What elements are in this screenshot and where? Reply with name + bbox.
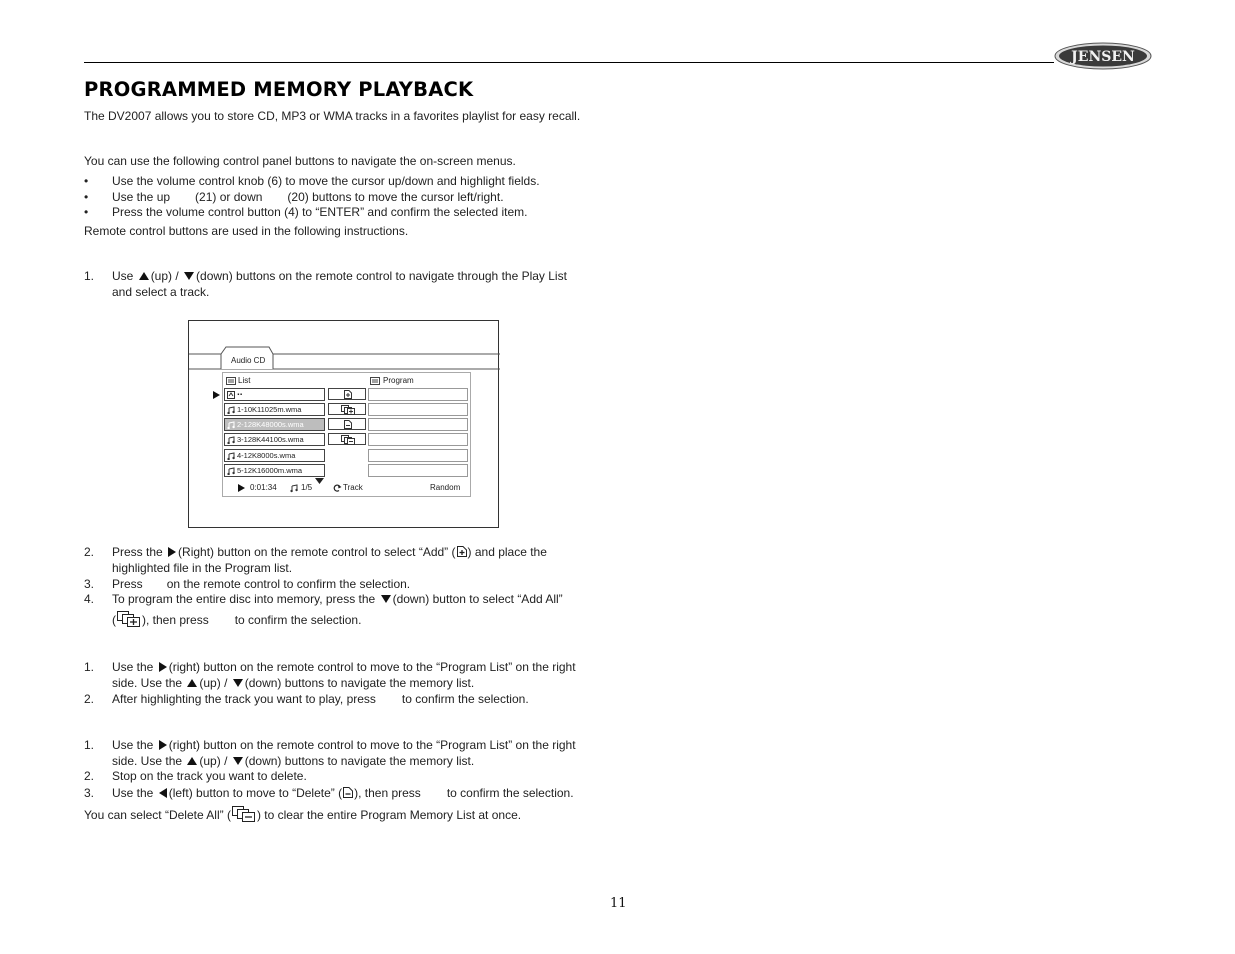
jensen-logo (1054, 42, 1152, 70)
nav-bullet-3: Press the volume control button (4) to “ENTER” and confirm the selected item. (112, 205, 528, 219)
list-item[interactable]: .. (224, 388, 325, 401)
play-step-1-cont: side. Use the (up) / (down) buttons to navigate the memory list. (112, 676, 475, 690)
step-number: 2. (84, 692, 95, 706)
delete-all-icon (232, 806, 256, 822)
play-step-2: After highlighting the track you want to play, press to confirm the selection. (112, 692, 529, 706)
delete-file-icon (344, 420, 352, 429)
step-number: 1. (84, 738, 95, 752)
scroll-down-icon[interactable] (315, 478, 324, 484)
delete-file-icon (343, 787, 353, 798)
page-number: 11 (610, 896, 627, 911)
repeat-icon (333, 484, 342, 492)
step-number: 4. (84, 592, 95, 606)
add-file-icon (344, 390, 352, 399)
music-note-icon (227, 421, 235, 429)
up-arrow-icon (187, 679, 197, 687)
add-step-1: Use (up) / (down) buttons on the remote control to navigate through the Play List (112, 269, 567, 283)
step-number: 3. (84, 577, 95, 591)
play-icon (238, 484, 245, 492)
list-item[interactable]: 5-12K16000m.wma (224, 464, 325, 477)
cursor-arrow-icon (213, 391, 220, 399)
delete-step-2: Stop on the track you want to delete. (112, 769, 307, 783)
add-step-1-cont: and select a track. (112, 285, 210, 299)
step-number: 1. (84, 660, 95, 674)
folder-up-icon (227, 391, 235, 399)
folder-icon (226, 377, 236, 385)
music-note-icon (227, 467, 235, 475)
add-step-4-cont: ( ), then press to confirm the selection. (112, 610, 361, 631)
program-slot[interactable] (368, 433, 468, 446)
add-step-2: Press the (Right) button on the remote control to select “Add” ( ) and place the (112, 545, 547, 559)
nav-bullet-1: Use the volume control knob (6) to move the cursor up/down and highlight fields. (112, 174, 540, 188)
delete-step-3: Use the (left) button to move to “Delete” ( ), then press to confirm the selection. (112, 786, 574, 800)
add-step-2-cont: highlighted file in the Program list. (112, 561, 293, 575)
add-step-4: To program the entire disc into memory, press the (down) button to select “Add All” (112, 592, 563, 606)
list-item[interactable]: 3-128K44100s.wma (224, 433, 325, 446)
page-title: PROGRAMMED MEMORY PLAYBACK (84, 78, 474, 101)
right-arrow-icon (168, 547, 176, 557)
remote-note: Remote control buttons are used in the following instructions. (84, 224, 409, 238)
intro-text: The DV2007 allows you to store CD, MP3 or WMA tracks in a favorites playlist for easy recall. (84, 109, 581, 123)
down-arrow-icon (233, 679, 243, 687)
track-count: 1/5 (301, 483, 313, 492)
step-number: 2. (84, 545, 95, 559)
step-number: 1. (84, 269, 95, 283)
left-arrow-icon (159, 788, 167, 798)
list-item[interactable]: 4-12K8000s.wma (224, 449, 325, 462)
random-mode[interactable]: Random (430, 483, 461, 492)
on-screen-menu-figure (188, 320, 499, 528)
header-rule (84, 62, 1054, 63)
folder-icon (370, 377, 380, 385)
program-slot[interactable] (368, 464, 468, 477)
right-arrow-icon (159, 662, 167, 672)
delete-all-icon (341, 435, 355, 445)
program-slot[interactable] (368, 449, 468, 462)
down-arrow-icon (184, 272, 194, 280)
music-note-icon (227, 406, 235, 414)
nav-bullet-2: Use the up (21) or down (20) buttons to move the cursor left/right. (112, 190, 504, 204)
music-note-icon (227, 452, 235, 460)
program-slot[interactable] (368, 388, 468, 401)
step-number: 2. (84, 769, 95, 783)
up-arrow-icon (187, 757, 197, 765)
add-all-button[interactable] (328, 403, 366, 415)
program-slot[interactable] (368, 403, 468, 416)
delete-all-button[interactable] (328, 433, 366, 445)
list-item[interactable]: 1-10K11025m.wma (224, 403, 325, 416)
down-arrow-icon (381, 595, 391, 603)
elapsed-time: 0:01:34 (250, 483, 277, 492)
program-slot[interactable] (368, 418, 468, 431)
up-arrow-icon (139, 272, 149, 280)
delete-button[interactable] (328, 418, 366, 430)
nav-intro: You can use the following control panel buttons to navigate the on-screen menus. (84, 154, 516, 168)
add-all-icon (117, 611, 141, 627)
add-button[interactable] (328, 388, 366, 400)
program-header: Program (383, 376, 414, 385)
delete-all-note: You can select “Delete All” ( ) to clear the entire Program Memory List at once. (84, 805, 521, 826)
bullet: • (84, 190, 89, 204)
add-file-icon (457, 546, 467, 557)
list-header: List (238, 376, 251, 385)
bullet: • (84, 174, 89, 188)
right-arrow-icon (159, 740, 167, 750)
music-note-icon (227, 436, 235, 444)
music-note-icon (290, 484, 299, 493)
bullet: • (84, 205, 89, 219)
play-step-1: Use the (right) button on the remote control to move to the “Program List” on the right (112, 660, 576, 674)
step-number: 3. (84, 786, 95, 800)
delete-step-1-cont: side. Use the (up) / (down) buttons to navigate the memory list. (112, 754, 475, 768)
delete-step-1: Use the (right) button on the remote control to move to the “Program List” on the right (112, 738, 576, 752)
add-step-3: Press on the remote control to confirm the selection. (112, 577, 411, 591)
tab-audio-cd[interactable]: Audio CD (231, 356, 266, 365)
add-all-icon (341, 405, 355, 415)
list-item-selected[interactable]: 2-128K48000s.wma (224, 418, 325, 431)
repeat-mode[interactable]: Track (343, 483, 363, 492)
down-arrow-icon (233, 757, 243, 765)
logo-text: JENSEN (1071, 49, 1135, 65)
